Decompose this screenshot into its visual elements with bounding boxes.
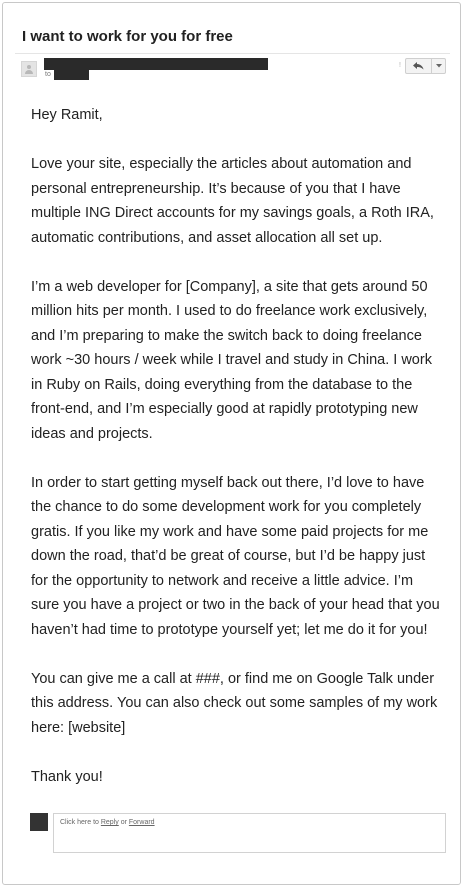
email-paragraph: You can give me a call at ###, or find me on Google Talk under this address. You can also check out some samples of my work here: [website] (31, 670, 438, 736)
reply-arrow-icon (413, 62, 424, 70)
or-text: or (118, 819, 129, 826)
email-body (31, 103, 443, 814)
message-actions (405, 58, 446, 74)
dropdown-arrow-icon (436, 64, 442, 68)
user-avatar (30, 813, 48, 831)
sender-avatar-icon (21, 61, 37, 77)
reply-prefix: Click here to (60, 819, 101, 826)
quick-reply-box[interactable] (53, 813, 446, 853)
sender-redacted (44, 58, 268, 70)
to-label: to (45, 71, 51, 78)
reply-button[interactable] (405, 58, 432, 74)
reply-hint (60, 819, 155, 826)
email-subject: I want to work for you for free (22, 28, 233, 45)
more-options-button[interactable] (432, 58, 446, 74)
email-greeting: Hey Ramit, (31, 107, 103, 123)
email-paragraph: In order to start getting myself back out there, I’d love to have the chance to do some development work for you completely gratis. If you like my work and have some paid projects for me down the road, that’d be great of course, but I’d be happy just for the opportunity to network and receive a little advice. I’m sure you have a project or two in the back of your head that you haven’t had time to prototype yourself yet; let me do it for you! (31, 474, 440, 638)
reply-link[interactable]: Reply (100, 819, 119, 826)
timestamp-mark: ! (399, 62, 401, 69)
forward-link[interactable]: Forward (128, 819, 155, 826)
email-paragraph: Love your site, especially the articles about automation and personal entrepreneurship. It’s because of you that I have multiple ING Direct accounts for my savings goals, a Roth IRA, automatic contributions, and asset allocation all set up. (31, 156, 434, 246)
header-divider (15, 53, 450, 54)
recipient-redacted (54, 70, 89, 80)
email-signoff: Thank you! (31, 768, 103, 785)
email-paragraph: I’m a web developer for [Company], a site that gets around 50 million hits per month. I used to do freelance work exclusively, and I’m preparing to make the switch back to doing freelance work ~30 hours / week while I travel and study in China. I work in Ruby on Rails, doing everything from the database to the front-end, and I’m especially good at rapidly prototyping new ideas and projects. (31, 278, 432, 442)
